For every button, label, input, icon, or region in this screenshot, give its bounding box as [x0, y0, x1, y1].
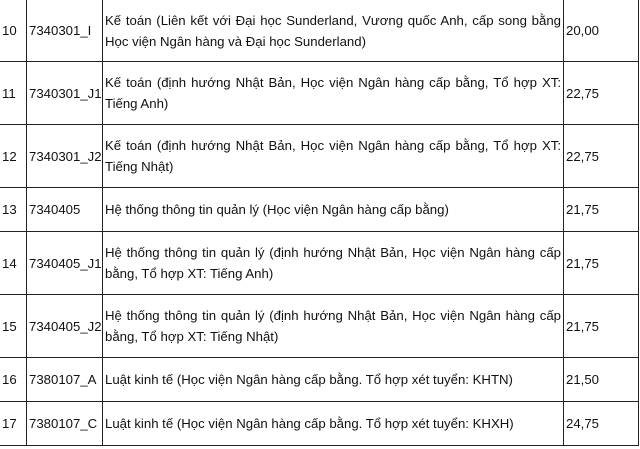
major-code: 7340405 [27, 188, 103, 232]
major-code: 7340301_J1 [27, 62, 103, 125]
row-number: 12 [0, 125, 27, 188]
major-code: 7340301_J2 [27, 125, 103, 188]
cutoff-score: 24,75 [564, 402, 639, 446]
row-number: 17 [0, 402, 27, 446]
major-code: 7380107_C [27, 402, 103, 446]
cutoff-score: 21,50 [564, 358, 639, 402]
major-code: 7340301_I [27, 0, 103, 62]
cutoff-score: 21,75 [564, 232, 639, 295]
row-number: 13 [0, 188, 27, 232]
table-row [0, 402, 639, 446]
cutoff-score: 21,75 [564, 188, 639, 232]
row-number: 11 [0, 62, 27, 125]
row-number: 15 [0, 295, 27, 358]
major-code: 7380107_A [27, 358, 103, 402]
table-row [0, 0, 639, 62]
table-row [0, 232, 639, 295]
major-name: Hệ thống thông tin quản lý (định hướng Nhật Bản, Học viện Ngân hàng cấp bằng, Tổ hợp XT: Tiếng Nhật) [103, 295, 564, 358]
major-name: Luật kinh tế (Học viện Ngân hàng cấp bằng. Tổ hợp xét tuyển: KHTN) [103, 358, 564, 402]
major-name: Hệ thống thông tin quản lý (định hướng Nhật Bản, Học viện Ngân hàng cấp bằng, Tổ hợp XT: Tiếng Anh) [103, 232, 564, 295]
major-code: 7340405_J1 [27, 232, 103, 295]
cutoff-score: 21,75 [564, 295, 639, 358]
major-name: Kế toán (Liên kết với Đại học Sunderland, Vương quốc Anh, cấp song bằng Học viện Ngân hàng và Đại học Sunderland) [103, 0, 564, 62]
table-row [0, 125, 639, 188]
table-row [0, 358, 639, 402]
major-name: Luật kinh tế (Học viện Ngân hàng cấp bằng. Tổ hợp xét tuyển: KHXH) [103, 402, 564, 446]
row-number: 10 [0, 0, 27, 62]
major-code: 7340405_J2 [27, 295, 103, 358]
major-name: Kế toán (định hướng Nhật Bản, Học viện Ngân hàng cấp bằng, Tổ hợp XT: Tiếng Anh) [103, 62, 564, 125]
cutoff-score: 22,75 [564, 125, 639, 188]
cutoff-score: 20,00 [564, 0, 639, 62]
major-name: Hệ thống thông tin quản lý (Học viện Ngân hàng cấp bằng) [103, 188, 564, 232]
table-row [0, 188, 639, 232]
table-row [0, 62, 639, 125]
cutoff-score: 22,75 [564, 62, 639, 125]
row-number: 14 [0, 232, 27, 295]
row-number: 16 [0, 358, 27, 402]
major-name: Kế toán (định hướng Nhật Bản, Học viện Ngân hàng cấp bằng, Tổ hợp XT: Tiếng Nhật) [103, 125, 564, 188]
table-row [0, 295, 639, 358]
